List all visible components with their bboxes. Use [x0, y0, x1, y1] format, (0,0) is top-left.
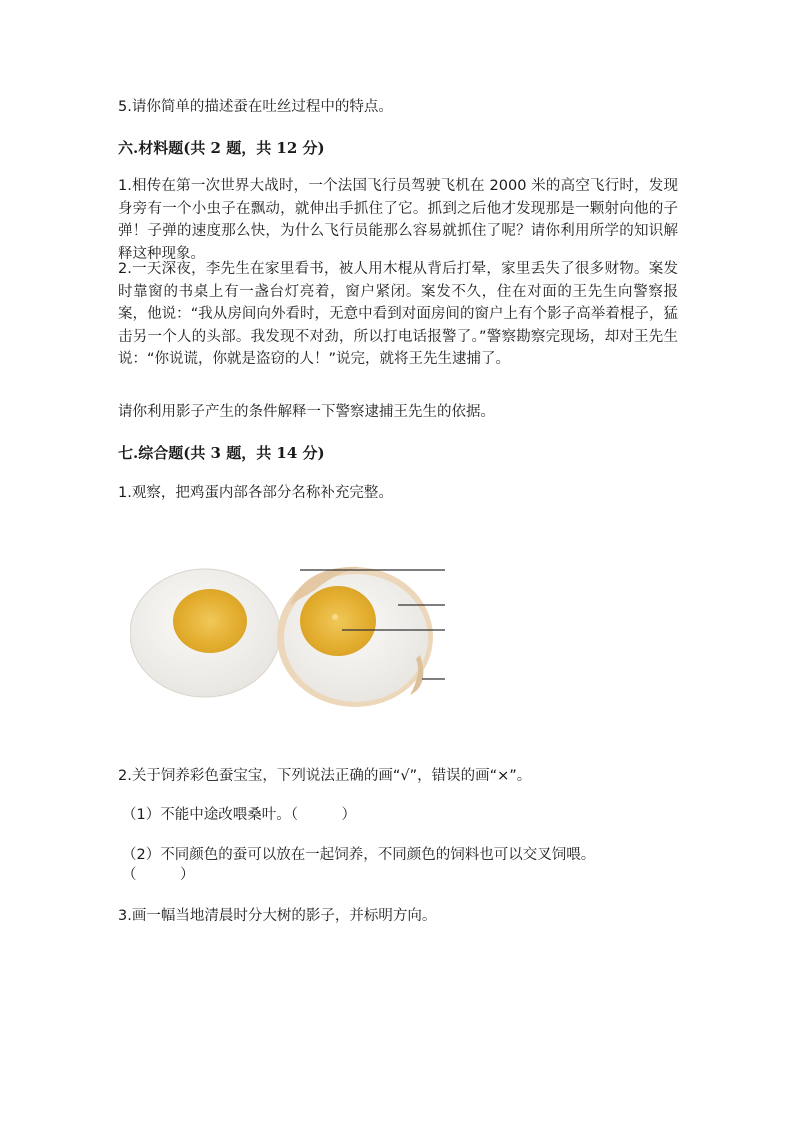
section-7-heading: 七.综合题(共 3 题，共 14 分)	[118, 444, 325, 462]
section-6-question-1: 1.相传在第一次世界大战时，一个法国飞行员驾驶飞机在 2000 米的高空飞行时，发现身旁有一个小虫子在飘动，就伸出手抓住了它。抓到之后他才发现那是一颗射向他的子弹！子弹的速度那么快，为什么飞行员能那么容易就抓住了呢？请你利用所学的知识解释这种现象。	[118, 178, 678, 262]
question-5: 5.请你简单的描述蚕在吐丝过程中的特点。	[118, 99, 393, 115]
section-7-question-3: 3.画一幅当地清晨时分大树的影子，并标明方向。	[118, 908, 437, 924]
germinal-disc	[332, 614, 338, 620]
section-7-question-1: 1.观察，把鸡蛋内部各部分名称补充完整。	[118, 485, 393, 501]
section-7-question-2: 2.关于饲养彩色蚕宝宝，下列说法正确的画“√”，错误的画“×”。	[118, 768, 532, 784]
section-6-question-2-ask: 请你利用影子产生的条件解释一下警察逮捕王先生的依据。	[118, 404, 495, 420]
egg-cross-section-figure	[130, 555, 460, 715]
right-egg-yolk	[300, 586, 376, 656]
left-egg-yolk	[173, 589, 247, 653]
section-7-question-2-item-2-blank: （ ）	[122, 867, 195, 883]
section-6-heading: 六.材料题(共 2 题，共 12 分)	[118, 139, 325, 157]
section-7-question-2-item-2: （2）不同颜色的蚕可以放在一起饲养，不同颜色的饲料也可以交叉饲喂。	[122, 847, 596, 863]
egg-illustration	[130, 555, 460, 715]
section-7-question-2-item-1: （1）不能中途改喂桑叶。（ ）	[122, 807, 356, 823]
section-6-question-2: 2.一天深夜，李先生在家里看书，被人用木棍从背后打晕，家里丢失了很多财物。案发时靠窗的书桌上有一盏台灯亮着，窗户紧闭。案发不久，住在对面的王先生向警察报案，他说：“我从房间向外看时，无意中看到对面房间的窗户上有个影子高举着棍子，猛击另一个人的头部。我发现不对劲，所以打电话报警了。”警察勘察完现场，却对王先生说：“你说谎，你就是盗窃的人！”说完，就将王先生逮捕了。	[118, 261, 678, 367]
